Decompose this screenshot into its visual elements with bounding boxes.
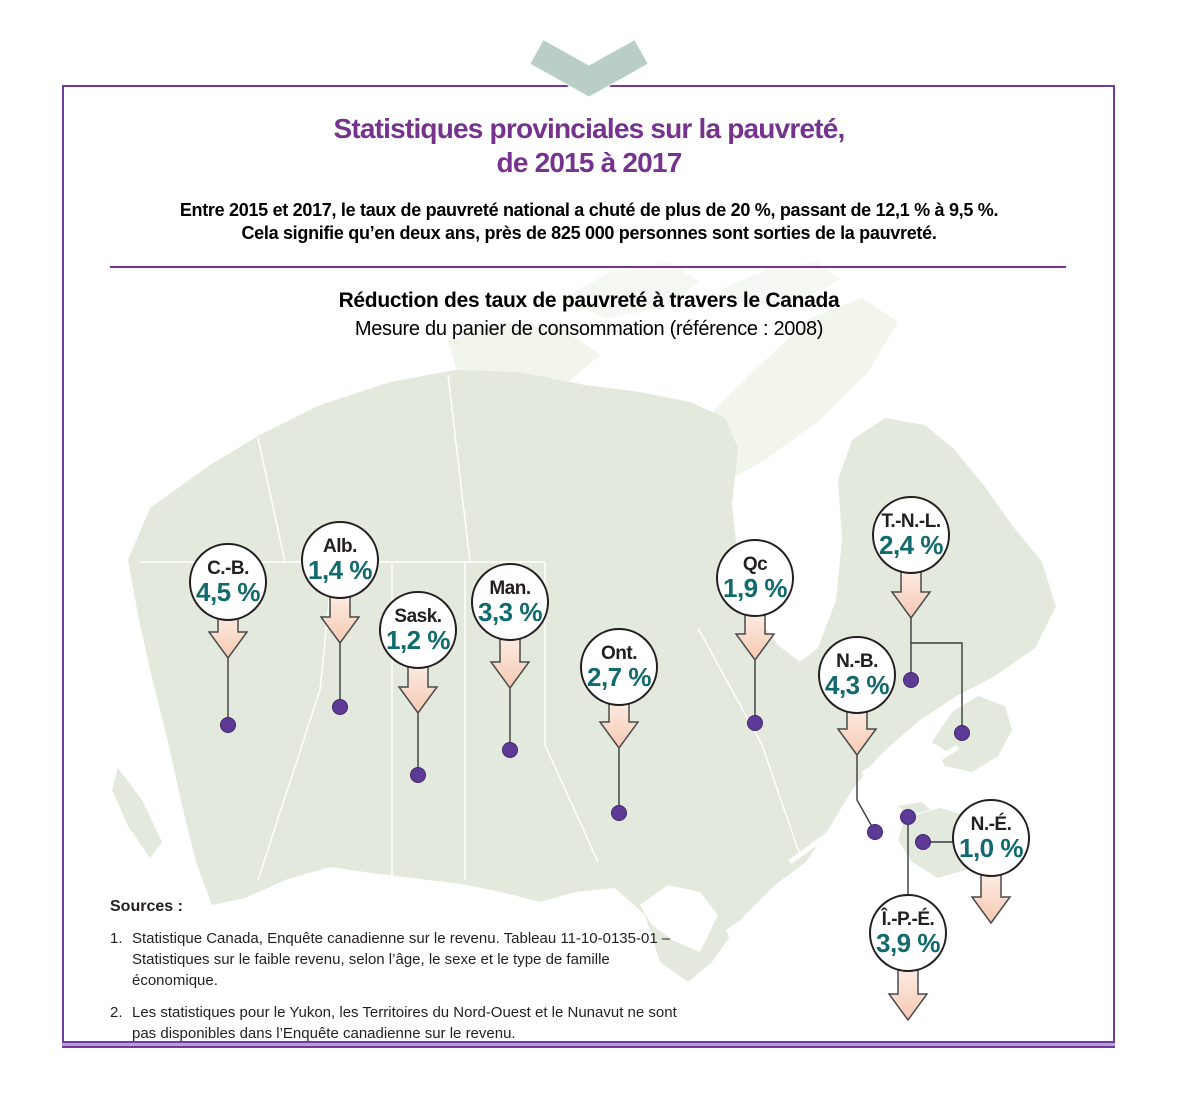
province-value: 4,5 %: [196, 577, 260, 607]
province-abbr: Ont.: [601, 643, 637, 664]
province-value: 1,0 %: [959, 833, 1023, 863]
province-bubble-alb: [301, 521, 379, 599]
dot-tnl-labrador: [904, 673, 919, 688]
province-value: 1,2 %: [386, 625, 450, 655]
province-value: 2,4 %: [879, 530, 943, 560]
dot-qc: [748, 716, 763, 731]
province-bubble-sask: [379, 591, 457, 669]
province-abbr: C.-B.: [207, 558, 249, 579]
province-abbr: Qc: [742, 554, 768, 575]
province-value: 2,7 %: [587, 662, 651, 692]
province-bubble-ne: [952, 799, 1030, 877]
map-subheading: Mesure du panier de consommation (référence : 2008): [354, 318, 824, 340]
source-item-2: [110, 1002, 677, 1044]
intro-line1: Entre 2015 et 2017, le taux de pauvreté national a chuté de plus de 20 %, passant de 12,1 % à 9,5 %.: [179, 200, 999, 220]
dot-cb: [221, 718, 236, 733]
intro-line2: Cela signifie qu’en deux ans, près de 825 000 personnes sont sorties de la pauvreté.: [241, 223, 937, 243]
province-bubble-nb: [818, 636, 896, 714]
source-number: 1.: [110, 930, 123, 947]
province-abbr: Alb.: [323, 536, 357, 557]
intro-text: [0, 199, 1178, 245]
source-text: Statistique Canada, Enquête canadienne sur le revenu. Tableau 11-10-0135-01 – Statistiques sur le faible revenu, selon l’âge, le sexe et le type de famille économique.: [132, 930, 671, 989]
page-title-line1: Statistiques provinciales sur la pauvreté,: [333, 113, 845, 144]
province-value: 1,4 %: [308, 555, 372, 585]
province-abbr: N.-É.: [970, 814, 1012, 835]
province-value: 3,3 %: [478, 597, 542, 627]
province-value: 3,9 %: [876, 928, 940, 958]
dot-ne: [916, 835, 931, 850]
province-value: 1,9 %: [723, 573, 787, 603]
province-value: 4,3 %: [825, 670, 889, 700]
province-bubble-ipe: [869, 894, 947, 972]
source-item-1: [110, 928, 677, 991]
province-bubble-cb: [189, 543, 267, 621]
dot-ipe: [901, 810, 916, 825]
province-abbr: T.-N.-L.: [881, 511, 941, 532]
section-divider: [110, 266, 1066, 268]
dot-man: [503, 743, 518, 758]
dot-ont: [612, 806, 627, 821]
sources-section: [110, 897, 677, 1044]
map-heading: Réduction des taux de pauvreté à travers le Canada: [338, 289, 840, 312]
province-bubble-ont: [580, 628, 658, 706]
province-abbr: Î.-P.-É.: [881, 909, 935, 930]
source-text: Les statistiques pour le Yukon, les Territoires du Nord-Ouest et le Nunavut ne sont pas disponibles dans l’Enquête canadienne sur le revenu.: [132, 1004, 677, 1042]
dot-sask: [411, 768, 426, 783]
province-bubble-qc: [716, 539, 794, 617]
province-abbr: Man.: [489, 578, 531, 599]
dot-nb: [868, 825, 883, 840]
page-title-line2: de 2015 à 2017: [496, 147, 682, 178]
province-abbr: Sask.: [394, 606, 442, 627]
province-abbr: N.-B.: [836, 651, 878, 672]
sources-heading: Sources :: [110, 898, 183, 915]
map-newfoundland: [932, 696, 1012, 772]
dot-tnl-island: [955, 726, 970, 741]
province-bubble-man: [471, 563, 549, 641]
map-vancouver-island: [112, 768, 162, 858]
chevron-down-icon: [0, 0, 1178, 130]
dot-alb: [333, 700, 348, 715]
source-number: 2.: [110, 1004, 123, 1021]
province-bubble-tnl: [872, 496, 950, 574]
